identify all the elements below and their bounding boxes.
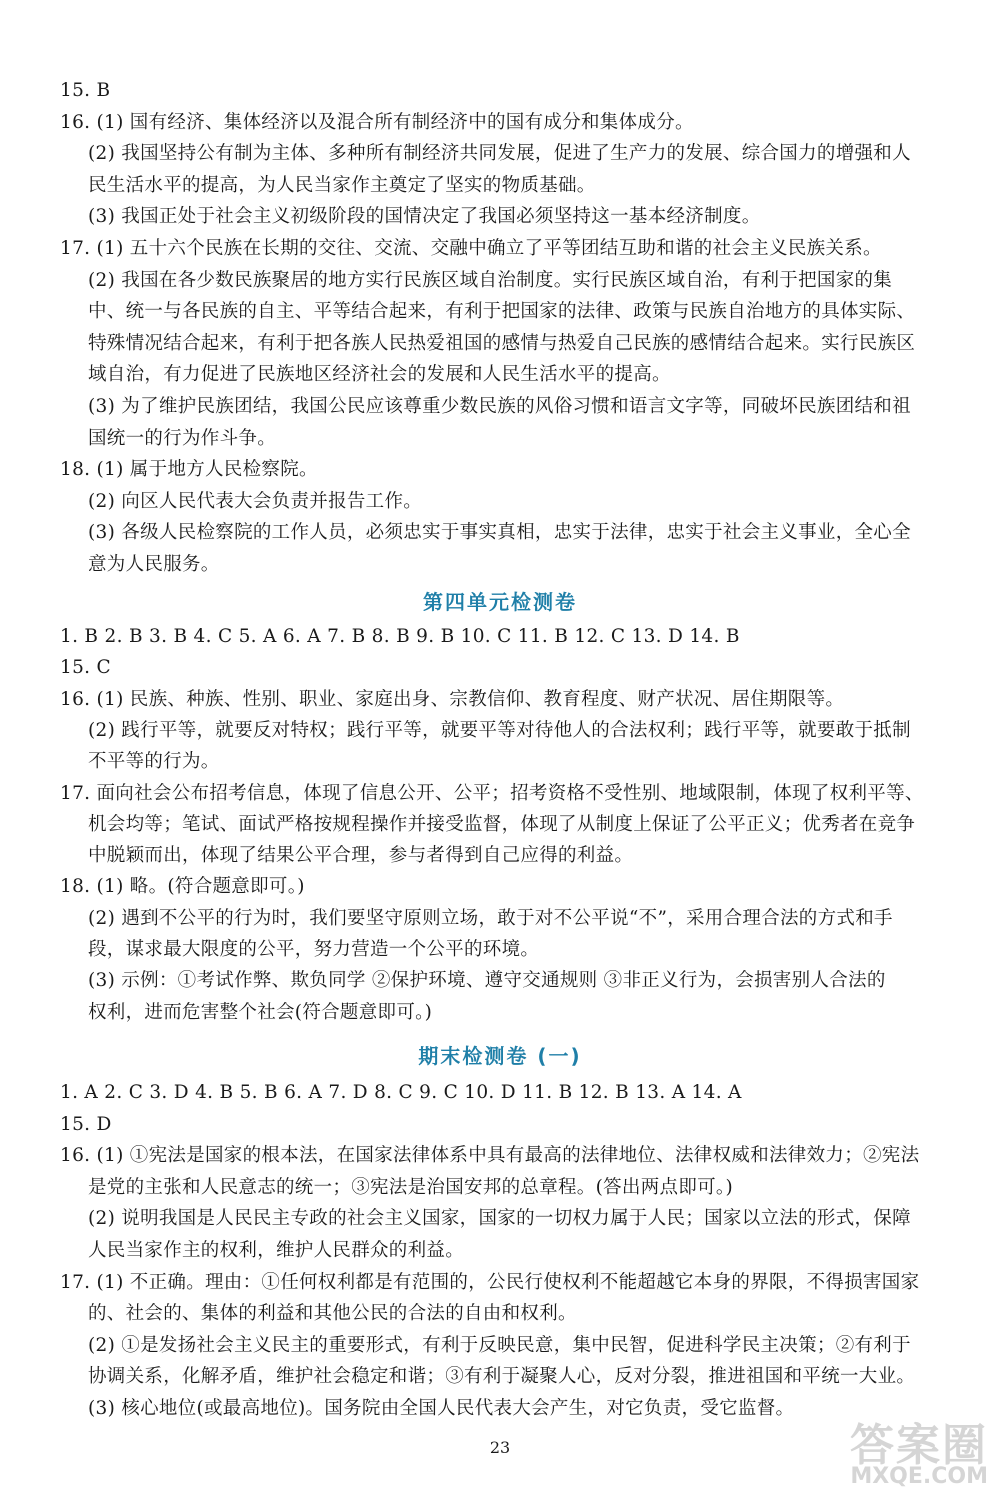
answer-line: (3) 为了维护民族团结，我国公民应该尊重少数民族的风俗习惯和语言文字等，同破坏民族团结和祖	[88, 396, 911, 417]
answer-line: 国统一的行为作斗争。	[88, 427, 277, 449]
answer-line: 不平等的行为。	[88, 751, 220, 773]
answer-line: 中、统一与各民族的自主、平等结合起来，有利于把国家的法律、政策与民族自治地方的具体实际、	[88, 301, 916, 323]
answer-line: 民生活水平的提高，为人民当家作主奠定了坚实的物质基础。	[88, 174, 596, 196]
section-heading-unit4: 第四单元检测卷	[423, 590, 577, 614]
answer-line: (2) ①是发扬社会主义民主的重要形式，有利于反映民意，集中民智，促进科学民主决策；②有利于	[88, 1334, 911, 1356]
answer-line: 1. B 2. B 3. B 4. C 5. A 6. A 7. B 8. B 9. B 10. C 11. B 12. C 13. D 14. B	[60, 626, 740, 647]
answer-line: 协调关系，化解矛盾，维护社会稳定和谐；③有利于凝聚人心，反对分裂，推进祖国和平统一大业。	[88, 1366, 916, 1388]
answer-line: (2) 我国坚持公有制为主体、多种所有制经济共同发展，促进了生产力的发展、综合国力的增强和人	[88, 143, 911, 165]
watermark-logo	[828, 1409, 988, 1489]
answer-line: 域自治，有力促进了民族地区经济社会的发展和人民生活水平的提高。	[88, 364, 671, 386]
watermark-url: MXQE.COM	[850, 1464, 988, 1489]
answer-line: 15. B	[60, 80, 111, 101]
answer-line: 是党的主张和人民意志的统一；③宪法是治国安邦的总章程。(答出两点即可。)	[88, 1176, 733, 1198]
answer-line: (2) 说明我国是人民民主专政的社会主义国家，国家的一切权力属于人民；国家以立法的形式，保障	[88, 1208, 911, 1230]
answer-line: 机会均等；笔试、面试严格按规程操作并接受监督，体现了从制度上保证了公平正义；优秀者在竞争	[88, 813, 916, 835]
answer-line: 的、社会的、集体的利益和其他公民的合法的自由和权利。	[88, 1303, 577, 1325]
watermark-logo-text: 答案圈	[850, 1420, 988, 1471]
answer-line: 18. (1) 略。(符合题意即可。)	[60, 876, 305, 898]
answer-line: (3) 示例：①考试作弊、欺负同学 ②保护环境、遵守交通规则 ③非正义行为，会损害别人合法的	[88, 970, 886, 992]
answer-line: 17. (1) 五十六个民族在长期的交往、交流、交融中确立了平等团结互助和谐的社会主义民族关系。	[60, 238, 882, 259]
answer-line: 特殊情况结合起来，有利于把各族人民热爱祖国的感情与热爱自己民族的感情结合起来。实行民族区	[88, 332, 916, 354]
answer-line: 15. D	[60, 1113, 112, 1135]
answer-line: 15. C	[60, 657, 111, 679]
answer-line: (3) 我国正处于社会主义初级阶段的国情决定了我国必须坚持这一基本经济制度。	[88, 206, 761, 228]
answer-line: 意为人民服务。	[88, 554, 220, 575]
answer-line: 人民当家作主的权利，维护人民群众的利益。	[88, 1240, 465, 1261]
section-heading-final-exam: 期末检测卷 (一)	[418, 1044, 582, 1068]
answer-line: (2) 遇到不公平的行为时，我们要坚守原则立场，敢于对不公平说“不”，采用合理合法的方式和手	[88, 907, 893, 929]
answer-line: 18. (1) 属于地方人民检察院。	[60, 459, 318, 481]
answer-line: (2) 向区人民代表大会负责并报告工作。	[88, 490, 423, 512]
page-number: 23	[489, 1438, 511, 1457]
answer-line: (3) 各级人民检察院的工作人员，必须忠实于事实真相，忠实于法律，忠实于社会主义事业，全心全	[88, 522, 911, 544]
answer-line: 权利，进而危害整个社会(符合题意即可。)	[88, 1001, 433, 1023]
answer-line: 17. (1) 不正确。理由：①任何权利都是有范围的，公民行使权利不能超越它本身的界限，不得损害国家	[60, 1271, 920, 1293]
answer-line: (3) 核心地位(或最高地位)。国务院由全国人民代表大会产生，对它负责，受它监督。	[88, 1398, 795, 1419]
answer-line: 16. (1) 国有经济、集体经济以及混合所有制经济中的国有成分和集体成分。	[60, 111, 694, 133]
answer-line: 段，谋求最大限度的公平，努力营造一个公平的环境。	[88, 939, 540, 960]
answer-line: (2) 践行平等，就要反对特权；践行平等，就要平等对待他人的合法权利；践行平等，就要敢于抵制	[88, 719, 911, 741]
answer-line: 17. 面向社会公布招考信息，体现了信息公开、公平；招考资格不受性别、地域限制，体现了权利平等、	[60, 782, 924, 804]
answer-line: (2) 我国在各少数民族聚居的地方实行民族区域自治制度。实行民族区域自治，有利于把国家的集	[88, 269, 893, 291]
answer-line: 16. (1) 民族、种族、性别、职业、家庭出身、宗教信仰、教育程度、财产状况、居住期限等。	[60, 688, 845, 710]
answer-line: 1. A 2. C 3. D 4. B 5. B 6. A 7. D 8. C 9. C 10. D 11. B 12. B 13. A 14. A	[60, 1082, 742, 1103]
answer-line: 中脱颖而出，体现了结果公平合理，参与者得到自己应得的利益。	[88, 845, 634, 867]
answer-line: 16. (1) ①宪法是国家的根本法，在国家法律体系中具有最高的法律地位、法律权威和法律效力；②宪法	[60, 1145, 920, 1167]
